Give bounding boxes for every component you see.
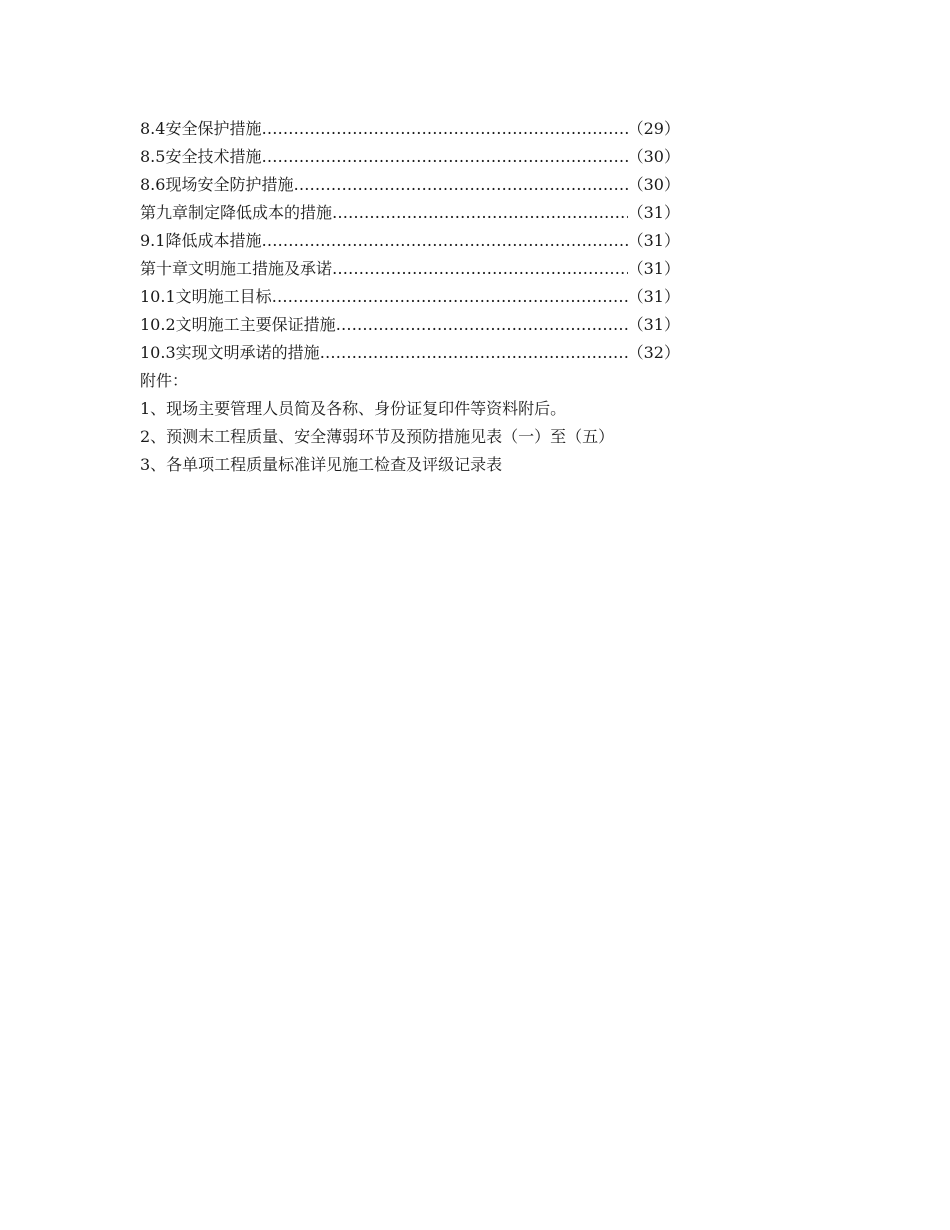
- toc-entry[interactable]: [140, 171, 680, 199]
- attachment-item: 1、现场主要管理人员简及各称、身份证复印件等资料附后。: [140, 399, 567, 418]
- toc-dot-leader: [261, 227, 627, 255]
- toc-dot-leader: [272, 283, 628, 311]
- toc-entry[interactable]: [140, 311, 680, 339]
- toc-entry[interactable]: [140, 339, 680, 367]
- toc-entry-title: 第九章制定降低成本的措施: [140, 203, 333, 222]
- toc-dot-leader: [293, 171, 627, 199]
- toc-entry-title: 第十章文明施工措施及承诺: [140, 259, 333, 278]
- toc-entry-title: 10.3实现文明承诺的措施: [140, 343, 320, 362]
- attachment-item: 2、预测末工程质量、安全薄弱环节及预防措施见表（一）至（五）: [140, 427, 615, 446]
- toc-entry-page: （31）: [627, 231, 680, 250]
- toc-entry-title: 10.2文明施工主要保证措施: [140, 315, 336, 334]
- toc-entry[interactable]: [140, 115, 680, 143]
- toc-entry-page: （31）: [627, 315, 680, 334]
- toc-dot-leader: [336, 311, 628, 339]
- toc-entry-page: （30）: [627, 175, 680, 194]
- attachments-heading: 附件：: [140, 371, 189, 390]
- toc-entry[interactable]: [140, 143, 680, 171]
- toc-dot-leader: [261, 115, 627, 143]
- toc-entry-page: （29）: [627, 119, 680, 138]
- toc-entry-title: 8.5安全技术措施: [140, 147, 262, 166]
- toc-entry[interactable]: [140, 199, 680, 227]
- toc-entry-page: （31）: [627, 287, 680, 306]
- toc-entry-title: 9.1降低成本措施: [140, 231, 262, 250]
- toc-entry-title: 8.4安全保护措施: [140, 119, 262, 138]
- toc-dot-leader: [332, 255, 628, 283]
- toc-dot-leader: [332, 199, 628, 227]
- toc-entry-page: （31）: [627, 259, 680, 278]
- toc-entry[interactable]: [140, 227, 680, 255]
- toc-entry-page: （32）: [627, 343, 680, 362]
- attachment-item: 3、各单项工程质量标准详见施工检查及评级记录表: [140, 455, 503, 474]
- table-of-contents: [140, 115, 680, 367]
- toc-entry-page: （31）: [627, 203, 680, 222]
- toc-entry-title: 8.6现场安全防护措施: [140, 175, 294, 194]
- toc-entry-page: （30）: [627, 147, 680, 166]
- toc-dot-leader: [261, 143, 627, 171]
- toc-dot-leader: [320, 339, 628, 367]
- attachments-section: [140, 367, 700, 479]
- toc-entry-title: 10.1文明施工目标: [140, 287, 272, 306]
- toc-entry[interactable]: [140, 283, 680, 311]
- toc-entry[interactable]: [140, 255, 680, 283]
